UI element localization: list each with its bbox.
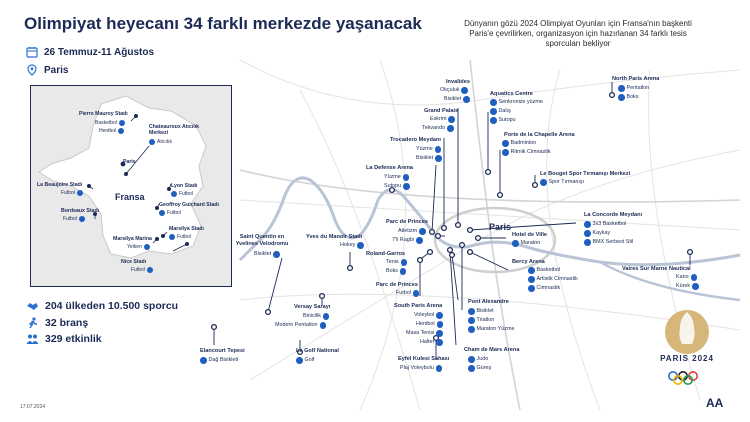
venue-label: Versay Sarayı	[294, 304, 331, 310]
sport-label: Maraton	[520, 240, 541, 246]
sport-item	[416, 146, 441, 153]
venue-label: Yves du Manoir Stadı	[306, 234, 363, 240]
sport-item	[422, 125, 454, 132]
venue-label: Porte de la Chapelle Arena	[504, 132, 575, 138]
sport-label: Atletizm	[398, 228, 418, 234]
venue-label: Bordeaux Stadı	[61, 208, 100, 214]
venue-label: La Concorde Meydanı	[584, 212, 643, 218]
sport-label: Halter	[420, 339, 435, 345]
artistic-swimming-icon	[490, 99, 497, 106]
sport-item	[490, 108, 511, 115]
venue-label: Eyfel Kulesi Sahası	[398, 356, 450, 362]
sport-item	[400, 365, 442, 372]
sport-label: Yelken	[127, 244, 142, 250]
gymnastics-icon	[528, 285, 535, 292]
sport-item	[398, 228, 426, 235]
stat-athletes-text: 204 ülkeden 10.500 sporcu	[45, 300, 179, 312]
venue-label: Cham de Mars Arena	[464, 347, 520, 353]
sport-label: Tekvando	[422, 125, 446, 131]
sport-item	[502, 149, 551, 156]
rugby-icon	[416, 237, 423, 244]
table-tennis-icon	[436, 330, 443, 337]
sport-label: Dalış	[498, 108, 511, 114]
venue-label: South Paris Arena	[394, 303, 443, 309]
subtitle-line: Dünyanın gözü 2024 Olimpiyat Oyunları için Fransa'nın başkenti	[464, 19, 692, 28]
equestrian-icon	[323, 313, 330, 320]
stat-events	[26, 333, 102, 345]
cycling-icon	[435, 155, 442, 162]
stat-branches	[26, 317, 88, 329]
sport-item	[468, 326, 514, 333]
venue-label: Parc de Princes	[386, 219, 428, 225]
sport-item	[528, 267, 560, 274]
skateboard-icon	[584, 230, 591, 237]
paris-2024-logo	[652, 306, 722, 386]
subtitle-line: sporcuları bekliyor	[545, 39, 611, 48]
sport-label: Kaykay	[592, 230, 611, 236]
sport-label: Bisiklet	[476, 308, 494, 314]
sport-item	[200, 357, 238, 364]
sport-label: Plaj Voleybolu	[400, 365, 434, 371]
venue-label: Le Bouget Spor Tırmanışı Merkezi	[540, 171, 631, 177]
venue-label: Elancourt Tepesi	[200, 348, 245, 354]
pentathlon-icon	[320, 322, 327, 329]
sport-item	[444, 96, 470, 103]
triathlon-icon	[468, 317, 475, 324]
golf-icon	[296, 357, 303, 364]
marathon-icon	[512, 240, 519, 247]
sport-label: Ritmik Cimnastik	[510, 149, 551, 155]
venue-label: Hotel de Ville	[512, 232, 548, 238]
diving-icon	[490, 108, 497, 115]
climbing-icon	[540, 179, 547, 186]
sport-label: Futbol	[396, 290, 411, 296]
sport-item	[528, 285, 560, 292]
sport-item	[384, 183, 410, 190]
boxing-icon	[400, 268, 407, 275]
rowing-icon	[692, 283, 699, 290]
sport-label: Judo	[476, 356, 489, 362]
sport-label: Modern Pentatlon	[275, 322, 318, 328]
sport-item	[416, 155, 442, 162]
sport-label: Sutopu	[384, 183, 402, 189]
venue-label: Saint Quentin en Yvelines Velodromu	[235, 234, 289, 247]
venue-label: La Beaujoire Stadı	[37, 182, 83, 188]
sport-label: Futbol	[61, 190, 75, 196]
venue-label: Nice Stadı	[121, 259, 147, 265]
sport-label: Boks	[386, 268, 398, 274]
sport-item	[468, 308, 494, 315]
venue-label: Geoffroy Guichard Stadı	[159, 202, 219, 208]
venue-label: Bercy Arena	[512, 259, 545, 265]
venue-label: La Defense Arena	[366, 165, 414, 171]
sport-item	[406, 330, 443, 337]
venue-label: Trocadero Meydanı	[390, 137, 441, 143]
sport-label: Maraton Yüzme	[476, 326, 515, 332]
football-icon	[413, 290, 420, 297]
sport-label: Binicilik	[303, 313, 321, 319]
sport-item	[618, 94, 638, 101]
sport-item	[468, 356, 488, 363]
sport-item	[618, 85, 649, 92]
venue-label: Le Golf National	[296, 348, 339, 354]
sport-label: Eskrim	[430, 116, 447, 122]
venue-label: Marsilya Marina	[113, 236, 152, 242]
sport-item	[386, 268, 406, 275]
sport-label: Futbol	[179, 191, 193, 197]
archery-icon	[461, 87, 468, 94]
sport-label: Kürek	[676, 283, 691, 289]
swimming-icon	[435, 146, 442, 153]
sport-item	[396, 290, 419, 297]
badminton-icon	[502, 140, 509, 147]
sport-label: Sutopu	[498, 117, 516, 123]
sport-label: Boks	[626, 94, 639, 100]
sport-label: 3x3 Basketbol	[592, 221, 627, 227]
sport-item	[490, 117, 516, 124]
marathon-swimming-icon	[468, 326, 475, 333]
weightlifting-icon	[436, 339, 443, 346]
sport-label: Basketbol	[536, 267, 561, 273]
venue-label: Parc de Princes	[376, 282, 418, 288]
sport-item	[303, 313, 329, 320]
sport-label: BMX Serbest Stil	[592, 239, 634, 245]
sport-label: Spor Tırmanışı	[548, 179, 585, 185]
sport-label: Bisiklet	[416, 155, 434, 161]
sport-label: Atıcılık	[157, 139, 173, 145]
sport-label: Pentatlon	[626, 85, 650, 91]
venue-label: Aquatics Centre	[490, 91, 533, 97]
basketball-icon	[584, 221, 591, 228]
page-title: Olimpiyat heyecanı 34 farklı merkezde yaşanacak	[24, 14, 422, 33]
sport-label: Kano	[676, 274, 689, 280]
event-city: Paris	[44, 64, 69, 76]
judo-icon	[468, 356, 475, 363]
sport-label: Futbol	[167, 210, 181, 216]
sport-item	[340, 242, 364, 249]
sport-label: Cimnastik	[536, 285, 561, 291]
artistic-gymnastics-icon	[528, 276, 535, 283]
sport-label: Triatlon	[476, 317, 495, 323]
venue-label: Marsilya Stadı	[169, 226, 204, 232]
sport-label: Futbol	[131, 267, 145, 273]
sport-item	[468, 317, 494, 324]
boxing-icon	[618, 94, 625, 101]
tennis-icon	[401, 259, 408, 266]
inset-city-label: Paris	[123, 159, 136, 165]
sport-label: Bisiklet	[444, 96, 462, 102]
canoe-icon	[691, 274, 698, 281]
venue-label: North Paris Arena	[612, 76, 660, 82]
sport-item	[540, 179, 584, 186]
venue-label: Pont Alexandre	[468, 299, 509, 305]
stat-athletes	[26, 300, 178, 312]
stat-branches-text: 32 branş	[45, 317, 89, 329]
sport-label: Yüzme	[416, 146, 433, 152]
sport-label: Dağ Bisikleti	[208, 357, 239, 363]
sport-label: Futbol	[177, 234, 191, 240]
sport-item	[584, 221, 626, 228]
venue-label: Vaires Sur Marne Nautical	[622, 266, 691, 272]
sport-label: Hentbol	[416, 321, 435, 327]
sport-item	[468, 365, 491, 372]
venue-label: Pierre Mauroy Stadı	[79, 111, 128, 117]
sport-label: Senkronize yüzme	[498, 99, 543, 105]
agency-logo: AA	[706, 396, 724, 410]
sport-label: Bisiklet	[254, 251, 272, 257]
venue-label: Invalides	[446, 79, 470, 85]
sport-item	[392, 237, 423, 244]
basketball-icon	[528, 267, 535, 274]
beach-volleyball-icon	[436, 365, 443, 372]
pentathlon-icon	[618, 85, 625, 92]
venue-label: Grand Palais	[424, 108, 459, 114]
sport-label: Futbol	[63, 216, 77, 222]
sport-label: Yüzme	[384, 174, 401, 180]
hockey-icon	[357, 242, 364, 249]
sport-item	[528, 276, 578, 283]
handshake-icon	[26, 300, 39, 312]
sport-item	[430, 116, 455, 123]
venue-label: Chateauroux Atıcılık Merkezi	[149, 124, 199, 136]
footer-date: 17.07.2024	[20, 404, 46, 410]
sport-item	[490, 99, 543, 106]
venue-label: Roland-Garros	[366, 251, 406, 257]
cycling-icon	[468, 308, 475, 315]
sport-label: Hokey	[340, 242, 356, 248]
sport-item	[440, 87, 468, 94]
sport-item	[384, 174, 409, 181]
sport-label: Basketbol	[95, 120, 117, 126]
sport-item	[254, 251, 280, 258]
runner-icon	[26, 317, 39, 329]
sport-item	[584, 239, 633, 246]
sport-label: Güreş	[476, 365, 492, 371]
athletics-icon	[419, 228, 426, 235]
handball-icon	[437, 321, 444, 328]
sport-label: Tenis	[386, 259, 399, 265]
rhythmic-gymnastics-icon	[502, 149, 509, 156]
cycling-icon	[273, 251, 280, 258]
sport-label: Hentbol	[99, 128, 117, 134]
venue-label: Lyon Stadı	[171, 183, 198, 189]
paris-label: Paris	[489, 222, 512, 232]
taekwondo-icon	[447, 125, 454, 132]
cycling-icon	[463, 96, 470, 103]
fencing-icon	[448, 116, 455, 123]
logo-text: PARIS 2024	[660, 354, 714, 363]
sport-label: 7'li Ragbi	[392, 237, 415, 243]
sport-item	[676, 283, 699, 290]
bmx-icon	[584, 239, 591, 246]
sport-item	[512, 240, 540, 247]
volleyball-icon	[436, 312, 443, 319]
sport-label: Voleybol	[414, 312, 435, 318]
sport-item	[416, 321, 443, 328]
wrestling-icon	[468, 365, 475, 372]
sport-item	[502, 140, 536, 147]
sport-label: Artistik Cimnastik	[536, 276, 578, 282]
sport-item	[676, 274, 697, 281]
swimming-icon	[403, 174, 410, 181]
sport-item	[275, 322, 326, 329]
sport-item	[296, 357, 314, 364]
event-dates: 26 Temmuz-11 Ağustos	[44, 46, 155, 58]
sport-label: Okçuluk	[440, 87, 460, 93]
mountain-bike-icon	[200, 357, 207, 364]
stat-events-text: 329 etkinlik	[45, 333, 102, 345]
water-polo-icon	[490, 117, 497, 124]
sport-label: Golf	[304, 357, 315, 363]
sport-item	[420, 339, 443, 346]
inset-country-label: Fransa	[115, 192, 145, 202]
sport-label: Badminton	[510, 140, 537, 146]
subtitle-line: Paris'e çevrilirken, organizasyon için hazırlanan 34 farklı tesis	[469, 29, 687, 38]
sport-item	[584, 230, 610, 237]
sport-label: Masa Tenisi	[406, 330, 435, 336]
people-icon	[26, 333, 39, 345]
sport-item	[386, 259, 407, 266]
water-polo-icon	[403, 183, 410, 190]
sport-item	[414, 312, 443, 319]
